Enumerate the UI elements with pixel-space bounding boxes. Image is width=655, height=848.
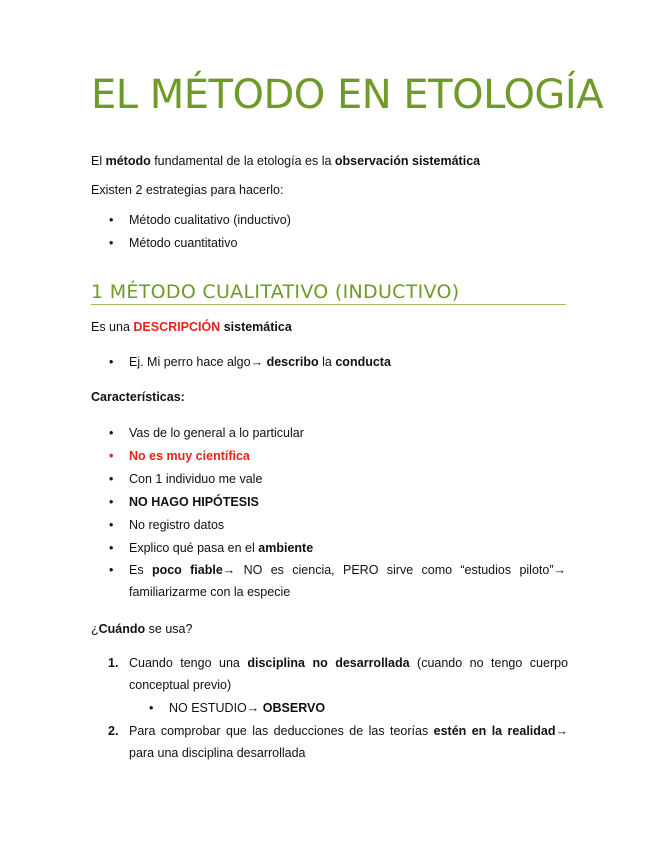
- numbered-item: [108, 720, 568, 764]
- list-item-text: No registro datos: [129, 518, 225, 532]
- arrow-right-icon: →: [250, 355, 264, 369]
- bullet-icon: •: [109, 563, 114, 577]
- when-question: [91, 622, 192, 636]
- characteristics-label: [91, 390, 185, 404]
- bold-term-conducta: conducta: [335, 355, 391, 369]
- bold-term-ambiente: ambiente: [258, 541, 314, 555]
- list-item: [109, 449, 250, 463]
- bullet-icon: •: [109, 472, 114, 486]
- bullet-icon: •: [109, 495, 114, 509]
- list-item: [109, 541, 313, 555]
- strategies-paragraph: Existen 2 estrategias para hacerlo:: [91, 183, 284, 197]
- numbered-item-text: [129, 720, 568, 764]
- list-item-text: NO HAGO HIPÓTESIS: [129, 495, 259, 509]
- list-item: [109, 559, 566, 603]
- list-number: 1.: [108, 656, 119, 670]
- text-run: Es una: [91, 320, 134, 334]
- bullet-icon: •: [109, 518, 114, 532]
- bold-term-metodo: método: [105, 154, 151, 168]
- text-run: Cuando tengo una: [129, 656, 248, 670]
- list-item: [109, 213, 291, 227]
- list-item: [109, 495, 259, 509]
- intro-paragraph: [91, 154, 480, 168]
- list-item: [109, 355, 391, 369]
- bullet-icon: •: [149, 701, 154, 715]
- sub-list-item: [149, 701, 325, 715]
- text-run: Para comprobar que las deducciones de las teorías: [129, 724, 434, 738]
- arrow-right-icon: →: [246, 701, 263, 715]
- text-run: se usa?: [145, 622, 193, 636]
- bullet-icon: •: [109, 449, 114, 463]
- bold-term-sistematica: sistemática: [220, 320, 292, 334]
- bold-term-cuando: Cuándo: [98, 622, 146, 636]
- document-title: EL MÉTODO EN ETOLOGÍA: [91, 72, 604, 118]
- list-item: [109, 426, 304, 440]
- bullet-icon: •: [109, 236, 114, 250]
- numbered-item-text: [129, 652, 568, 696]
- text-run: Es: [129, 563, 152, 577]
- list-item: [109, 236, 237, 250]
- text-run: Ej. Mi perro hace algo: [129, 355, 251, 369]
- list-item-text: No es muy científica: [129, 449, 250, 463]
- description-paragraph: [91, 320, 292, 334]
- numbered-item: [108, 652, 568, 696]
- text-run: (cuando no tengo cuerpo conceptual previo): [129, 656, 569, 692]
- text-run: El: [91, 154, 106, 168]
- heading-underline: [91, 304, 566, 305]
- bullet-icon: •: [109, 355, 114, 369]
- bullet-icon: •: [109, 541, 114, 555]
- section-heading: 1 MÉTODO CUALITATIVO (INDUCTIVO): [91, 281, 460, 303]
- text-run: → para una disciplina desarrollada: [129, 724, 568, 760]
- bold-term-observacion: observación sistemática: [334, 154, 481, 168]
- list-item-text: [129, 559, 566, 603]
- list-item: [109, 472, 262, 486]
- list-item-text: Con 1 individuo me vale: [129, 472, 263, 486]
- bold-term-disciplina: disciplina no desarrollada: [247, 656, 410, 670]
- text-run: → NO es ciencia, PERO sirve como “estudios piloto”→ familiarizarme con la especie: [129, 563, 567, 599]
- bold-term-describo: describo: [263, 355, 319, 369]
- bold-term-observo: OBSERVO: [262, 701, 326, 715]
- bullet-icon: •: [109, 426, 114, 440]
- bold-term-poco-fiable: poco fiable: [151, 563, 223, 577]
- text-run: la: [318, 355, 336, 369]
- highlight-descripcion: DESCRIPCIÓN: [133, 320, 221, 334]
- list-item-text: Vas de lo general a lo particular: [129, 426, 304, 440]
- list-item: [109, 518, 224, 532]
- list-item-text: Método cualitativo (inductivo): [129, 213, 291, 227]
- text-run: NO ESTUDIO: [169, 701, 247, 715]
- list-number: 2.: [108, 724, 119, 738]
- bold-label: Características:: [91, 390, 185, 404]
- text-run: fundamental de la etología es la: [150, 154, 335, 168]
- text-run: ¿: [91, 622, 99, 636]
- list-item-text: Método cuantitativo: [129, 236, 238, 250]
- bullet-icon: •: [109, 213, 114, 227]
- bold-term-realidad: estén en la realidad: [433, 724, 556, 738]
- text-run: Explico qué pasa en el: [129, 541, 259, 555]
